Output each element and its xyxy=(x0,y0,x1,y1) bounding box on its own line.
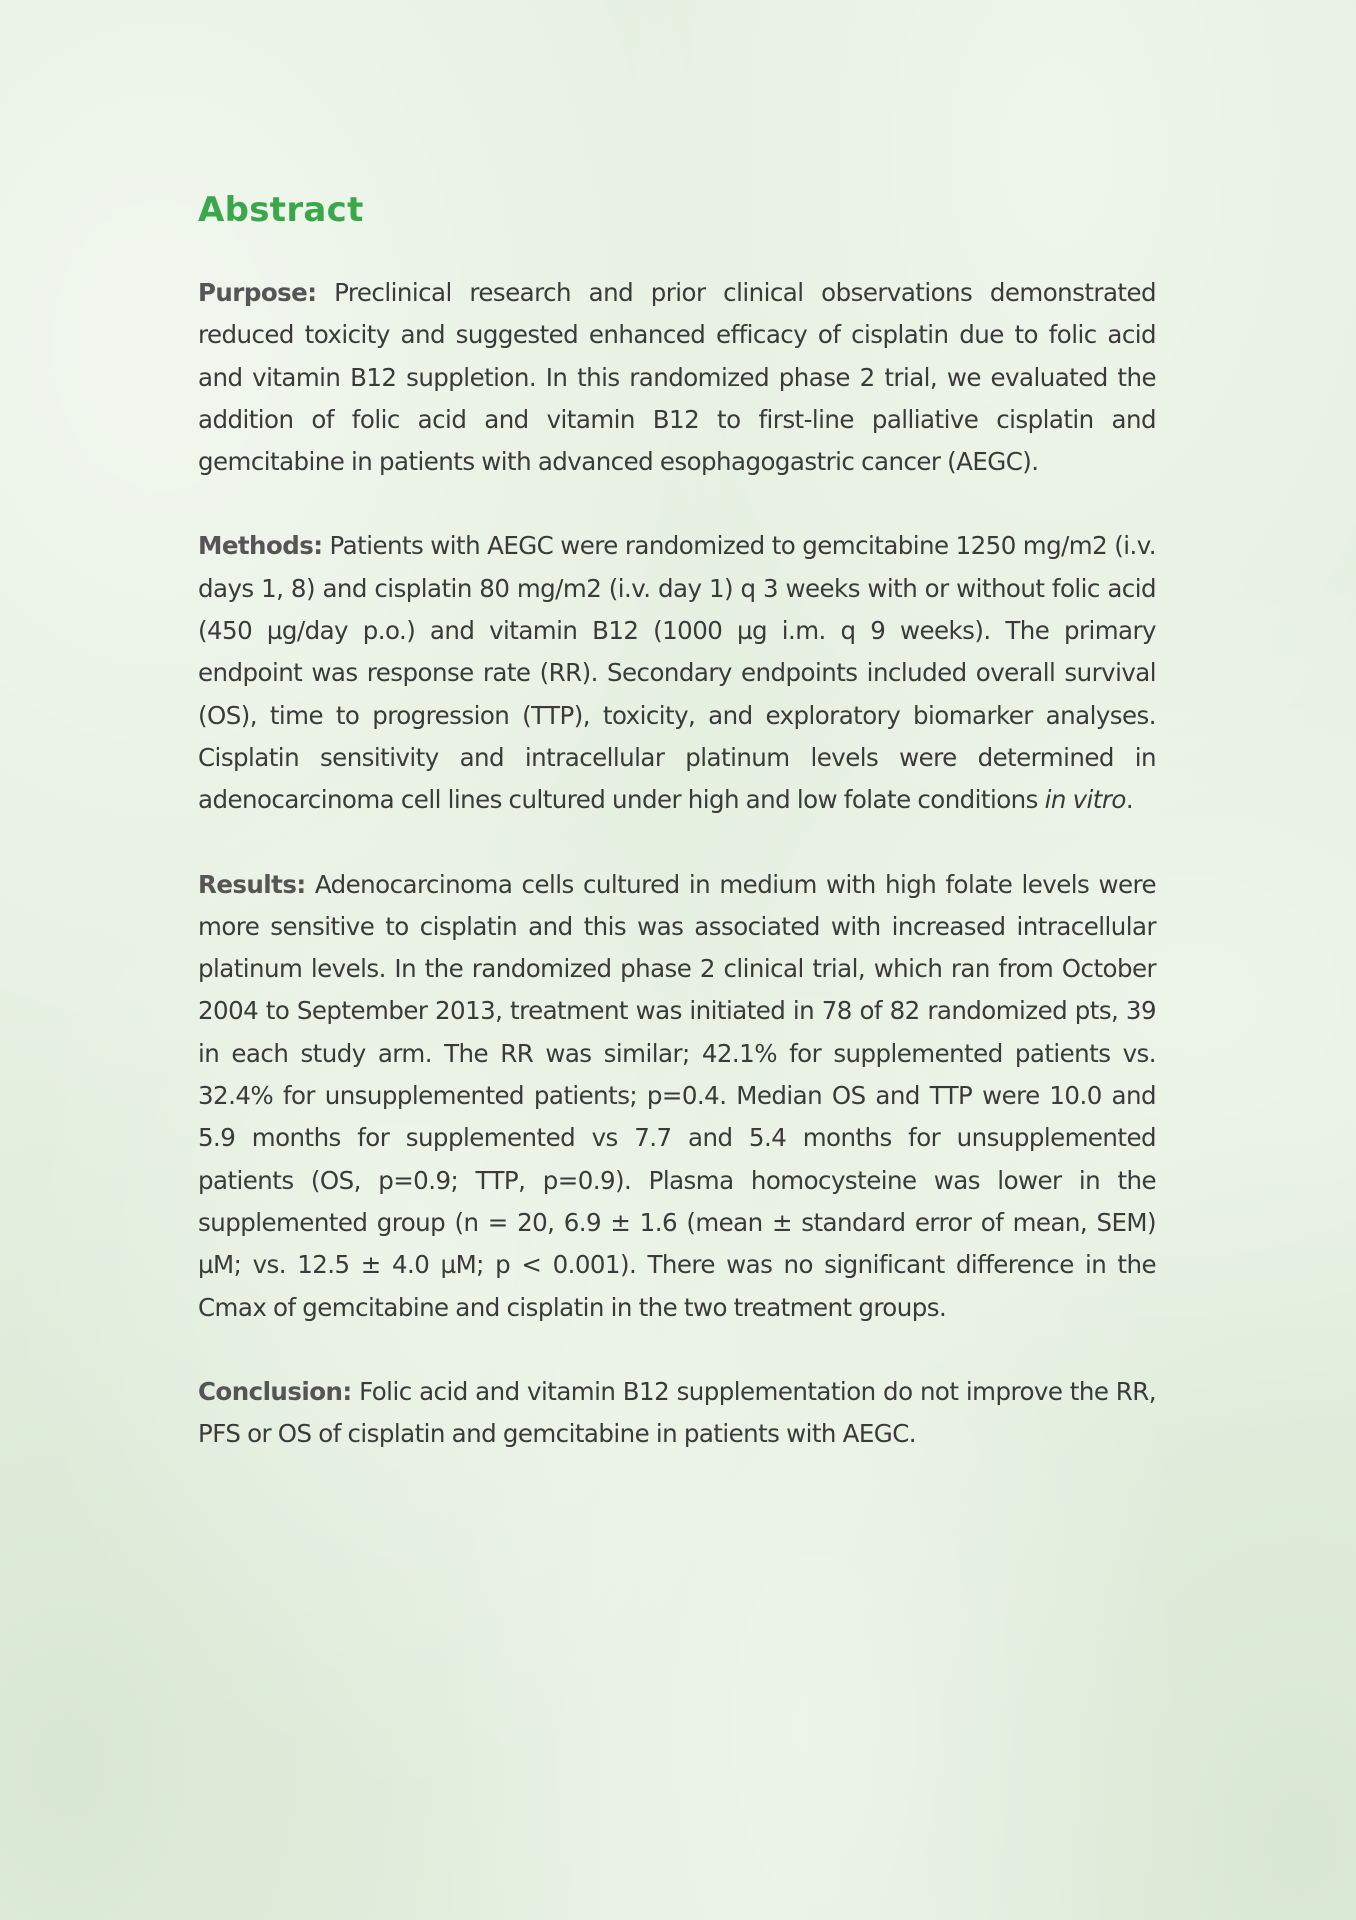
results-paragraph xyxy=(198,864,1156,1329)
abstract-page xyxy=(198,190,1156,1497)
methods-end: . xyxy=(1125,785,1134,815)
purpose-paragraph xyxy=(198,272,1156,483)
conclusion-paragraph xyxy=(198,1371,1156,1456)
methods-paragraph xyxy=(198,525,1156,821)
results-label: Results: xyxy=(198,869,306,899)
abstract-heading: Abstract xyxy=(198,190,364,230)
results-text: Adenocarcinoma cells cultured in medium with high folate levels were more sensitive to cisplatin and this was associated with increased intracellular platinum levels. In the randomized phase 2 clinical trial, which ran from October 2004 to September 2013, treatment was initiated in 78 of 82 randomized pts, 39 in each study arm. The RR was similar; 42.1% for supplemented patients vs. 32.4% for unsupplemented patients; p=0.4. Median OS and TTP were 10.0 and 5.9 months for supplemented vs 7.7 and 5.4 months for unsupplemented patients (OS, p=0.9; TTP, p=0.9). Plasma homocysteine was lower in the supplemented group (n = 20, 6.9 ± 1.6 (mean ± standard error of mean, SEM) µM; vs. 12.5 ± 4.0 µM; p < 0.001). There was no significant difference in the Cmax of gemcitabine and cisplatin in the two treatment groups. xyxy=(198,869,1156,1322)
purpose-label: Purpose: xyxy=(198,278,317,307)
conclusion-text: Folic acid and vitamin B12 supplementation do not improve the RR, PFS or OS of cisplatin and gemcitabine in patients with AEGC. xyxy=(198,1376,1156,1449)
conclusion-label: Conclusion: xyxy=(198,1376,352,1406)
methods-label: Methods: xyxy=(198,531,323,561)
methods-italic-term: in vitro xyxy=(1044,785,1126,815)
methods-text: Patients with AEGC were randomized to gemcitabine 1250 mg/m2 (i.v. days 1, 8) and cisplatin 80 mg/m2 (i.v. day 1) q 3 weeks with or without folic acid (450 µg/day p.o.) and vitamin B12 (1000 µg i.m. q 9 weeks). The primary endpoint was response rate (RR). Secondary endpoints included overall survival (OS), time to progression (TTP), toxicity, and exploratory biomarker analyses. Cisplatin sensitivity and intracellular platinum levels were determined in adenocarcinoma cell lines cultured under high and low folate conditions xyxy=(198,531,1156,815)
purpose-text: Preclinical research and prior clinical observations demonstrated reduced toxicity and suggested enhanced efficacy of cisplatin due to folic acid and vitamin B12 suppletion. In this randomized phase 2 trial, we evaluated the addition of folic acid and vitamin B12 to first-line palliative cisplatin and gemcitabine in patients with advanced esophagogastric cancer (AEGC). xyxy=(198,278,1156,477)
